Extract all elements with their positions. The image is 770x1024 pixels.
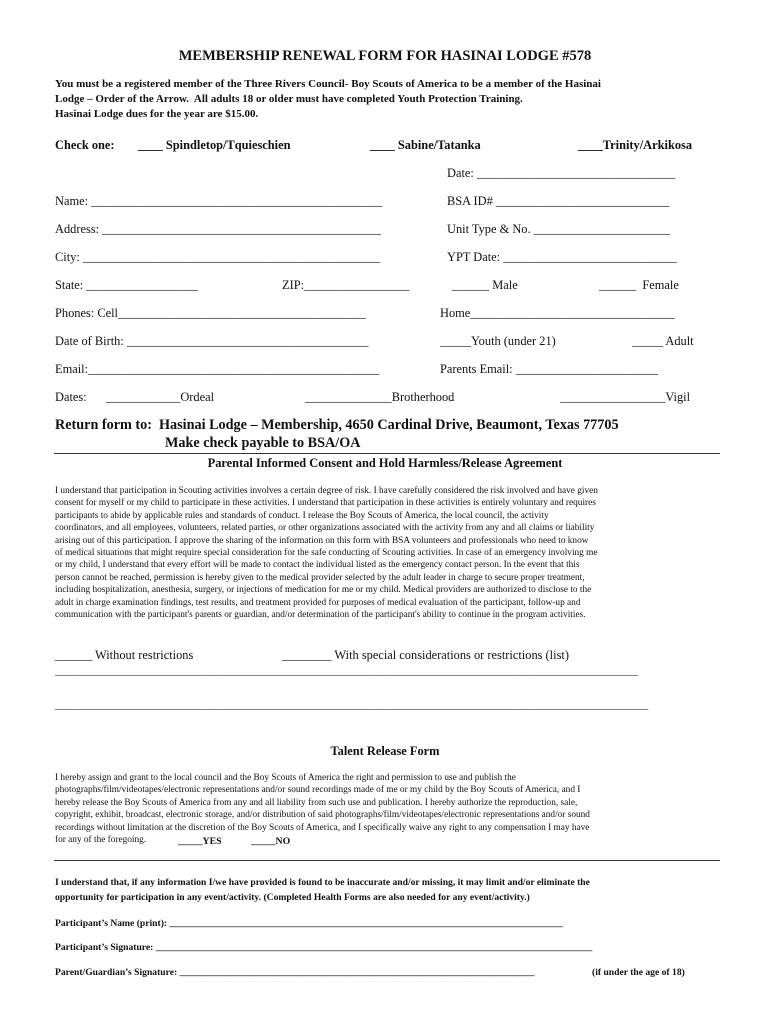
consent-line: or my child, I understand that every effort will be made to contact the individual listed as the emergency contact person. In the event that this: [55, 560, 580, 571]
talent-no-option[interactable]: _____NO: [251, 836, 291, 847]
date-field[interactable]: Date: ________________________________: [447, 166, 676, 180]
talent-heading: Talent Release Form: [330, 744, 440, 758]
divider: [54, 453, 720, 454]
intro-line-3: Hasinai Lodge dues for the year are $15.00.: [55, 108, 259, 120]
consent-line: person cannot be reached, permission is hereby given to the medical provider selected by the adult leader in charge to secure proper treatment,: [55, 572, 585, 583]
consent-line: including hospitalization, anesthesia, surgery, or injections of medication for me or my child. Medical providers are authorized to disclose to the: [55, 585, 592, 596]
with-restrictions-option[interactable]: ________ With special considerations or restrictions (list): [282, 648, 569, 662]
adult-option[interactable]: _____ Adult: [632, 334, 694, 348]
option-spindletop[interactable]: ____ Spindletop/Tquieschien: [138, 138, 291, 152]
email-field[interactable]: Email:_______________________________________________: [55, 362, 380, 376]
restrictions-blank-1[interactable]: ______________________________________________________________________________________________________________: [55, 666, 638, 677]
parent-signature-field[interactable]: Parent/Guardian’s Signature: __________________________________________________________________________: [55, 967, 535, 978]
divider: [54, 860, 720, 861]
talent-paragraph: [55, 772, 725, 834]
consent-line: of medical situations that might require special consideration for the safe conducting of Scouting activities. In case of an emergency involving me: [55, 548, 598, 559]
without-restrictions-option[interactable]: ______ Without restrictions: [55, 648, 194, 662]
final-notice-line-2: opportunity for participation in any event/activity. (Completed Health Forms are also needed for any event/activity.): [55, 892, 530, 903]
consent-line: adult in charge examination findings, test results, and treatment provided for purposes of medical evaluation of the participant, follow-up and: [55, 597, 581, 608]
name-field[interactable]: Name: _______________________________________________: [55, 194, 383, 208]
consent-line: I understand that participation in Scouting activities involves a certain degree of risk. I have carefully considered the risk involved and have given: [55, 486, 598, 496]
unit-field[interactable]: Unit Type & No. ______________________: [447, 222, 670, 236]
age-note: (if under the age of 18): [592, 967, 685, 978]
state-field[interactable]: State: __________________: [55, 278, 198, 292]
consent-line: coordinators, and all employees, volunteers, related parties, or other organizations associated with the activity from any and all claims or liability: [55, 523, 595, 534]
consent-line: communication with the participant's parents or guardian, and/or determination of the participant's ability to continue in the program activities.: [55, 610, 586, 621]
participant-name-field[interactable]: Participant’s Name (print): __________________________________________________________________________________: [55, 918, 563, 929]
participant-signature-field[interactable]: Participant’s Signature: ___________________________________________________________________________________________: [55, 942, 593, 953]
restrictions-blank-2[interactable]: ________________________________________________________________________________________________________________: [55, 700, 649, 711]
talent-line: hereby release the Boy Scouts of America from any and all liability from such use and publication. I hereby authorize the reproduction, sale,: [55, 797, 578, 808]
option-trinity[interactable]: ____Trinity/Arkikosa: [578, 138, 693, 152]
phone-cell-field[interactable]: Phones: Cell________________________________________: [55, 306, 366, 320]
consent-line: arising out of this participation. I approve the sharing of the information on this form with BSA volunteers and professionals who need to know: [55, 535, 589, 546]
check-payable: Make check payable to BSA/OA: [165, 435, 361, 451]
consent-paragraph: [55, 485, 725, 621]
talent-yes-option[interactable]: _____YES: [178, 836, 222, 847]
talent-line: copyright, exhibit, broadcast, electronic storage, and/or distribution of said photographs/film/videotapes/electronic representations and/or sound: [55, 810, 590, 821]
talent-line-last: for any of the foregoing.: [55, 835, 147, 845]
consent-line: participants to abide by applicable rules and standards of conduct. I release the Boy Scouts of America, the local council, the activity: [55, 510, 549, 521]
bsa-id-field[interactable]: BSA ID# ____________________________: [447, 194, 670, 208]
talent-line: recordings without limitation at the discretion of the Boy Scouts of America, and I specifically waive any right to any compensation I may have: [55, 822, 590, 833]
vigil-field[interactable]: _________________Vigil: [560, 390, 691, 404]
city-field[interactable]: City: ________________________________________________: [55, 250, 381, 264]
consent-heading: Parental Informed Consent and Hold Harmless/Release Agreement: [207, 456, 563, 470]
page-title: MEMBERSHIP RENEWAL FORM FOR HASINAI LODGE #578: [178, 48, 592, 64]
ordeal-field[interactable]: ____________Ordeal: [106, 390, 215, 404]
consent-line: consent for myself or my child to participate in these activities. I understand that participation in these activities is entirely voluntary and requires: [55, 498, 596, 509]
talent-line: I hereby assign and grant to the local council and the Boy Scouts of America the right and permission to use and publish the: [55, 773, 516, 783]
check-one-label: Check one:: [55, 138, 115, 152]
final-notice-line-1: I understand that, if any information I/we have provided is found to be inaccurate and/or missing, it may limit and/or eliminate the: [55, 877, 590, 888]
dates-label: Dates:: [55, 390, 87, 404]
parents-email-field[interactable]: Parents Email: _______________________: [440, 362, 659, 376]
talent-line: photographs/film/videotapes/electronic representations and/or sound recordings made of me or my child by the Boy Scouts of America, and I: [55, 785, 581, 796]
phone-home-field[interactable]: Home_________________________________: [440, 306, 675, 320]
return-address: Return form to: Hasinai Lodge – Membership, 4650 Cardinal Drive, Beaumont, Texas 77705: [55, 417, 619, 433]
address-field[interactable]: Address: _____________________________________________: [55, 222, 381, 236]
female-option[interactable]: ______ Female: [599, 278, 679, 292]
zip-field[interactable]: ZIP:_________________: [282, 278, 410, 292]
intro-line-2: Lodge – Order of the Arrow. All adults 18 or older must have completed Youth Protection Training.: [55, 93, 523, 105]
ypt-date-field[interactable]: YPT Date: ____________________________: [447, 250, 677, 264]
male-option[interactable]: ______ Male: [452, 278, 518, 292]
youth-option[interactable]: _____Youth (under 21): [440, 334, 556, 348]
intro-line-1: You must be a registered member of the Three Rivers Council- Boy Scouts of America to be a member of the Hasinai: [55, 78, 601, 90]
brotherhood-field[interactable]: ______________Brotherhood: [305, 390, 455, 404]
dob-field[interactable]: Date of Birth: _______________________________________: [55, 334, 369, 348]
option-sabine[interactable]: ____ Sabine/Tatanka: [370, 138, 481, 152]
